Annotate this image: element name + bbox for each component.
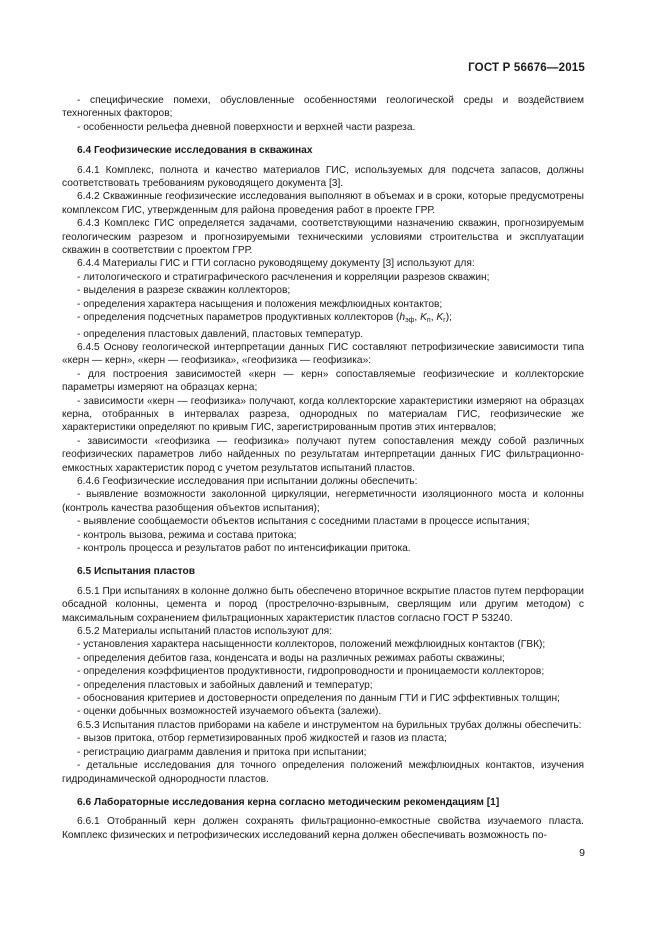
paragraph: 6.4.6 Геофизические исследования при испытании должны обеспечить: <box>77 475 418 487</box>
section-heading-6-5: 6.5 Испытания пластов <box>77 566 195 578</box>
list-item: - обоснования критериев и достоверности определения по данным ГТИ и ГИС эффективных толщин; <box>77 693 560 705</box>
list-item: - детальные исследования для точного определения положений межфлюидных контактов, изучения гидродинамической однородности пластов. <box>62 760 584 785</box>
paragraph: 6.5.1 При испытаниях в колонне должно быть обеспечено вторичное вскрытие пластов путем перфорации обсадной колонны, цемента и пород (прострелочно-взрывным, сверлящим или другим методом) с максимальным сохранением фильтрационных характеристик пластов согласно ГОСТ Р 53240. <box>62 585 584 624</box>
list-item: - определения коэффициентов продуктивности, гидропроводности и проницаемости коллекторов; <box>77 666 545 678</box>
paragraph: 6.4.1 Комплекс, полнота и качество материалов ГИС, используемых для подсчета запасов, должны соответствовать требованиям руководящего документа [3]. <box>62 164 584 190</box>
list-item: - определения характера насыщения и положения межфлюидных контактов; <box>77 298 443 310</box>
section-heading-6-4: 6.4 Геофизические исследования в скважинах <box>77 145 313 157</box>
list-item: - особенности рельефа дневной поверхности и верхней части разреза. <box>77 121 416 133</box>
paragraph: 6.6.1 Отобранный керн должен сохранять фильтрационно-емкостные свойства изучаемого пласта. Комплекс физических и петрофизических исследований керна должен обеспечивать возможность по- <box>62 816 584 841</box>
list-item: - специфические помехи, обусловленные особенностями геологической среды и воздействием техногенных факторов; <box>62 95 584 120</box>
list-item: - определения пластовых давлений, пластовых температур. <box>77 328 364 340</box>
list-item: - контроль вызова, режима и состава притока; <box>77 529 297 541</box>
list-item: - выявление сообщаемости объектов испытания с соседними пластами в процессе испытания; <box>77 516 530 528</box>
section-heading-6-6: 6.6 Лабораторные исследования керна согласно методическим рекомендациям [1] <box>77 796 500 808</box>
list-item: - выявление возможности заколонной циркуляции, негерметичности изоляционного моста и колонны (контроль качества разобщения объектов испытания); <box>62 489 584 514</box>
list-item: - для построения зависимостей «керн — керн» сопоставляемые геофизические и коллекторские параметры измеряют на образцах керна; <box>62 368 584 394</box>
paragraph: 6.4.2 Скважинные геофизические исследования выполняют в объемах и в сроки, которые предусмотрены комплексом ГИС, утвержденным для района проведения работ в проекте ГРР. <box>62 191 584 216</box>
list-item: - контроль процесса и результатов работ по интенсификации притока. <box>77 543 411 554</box>
list-item: - вызов притока, отбор герметизированных проб жидкостей и газов из пласта; <box>77 733 447 745</box>
paragraph: 6.4.4 Материалы ГИС и ГТИ согласно руководящему документу [3] используют для: <box>77 258 475 270</box>
list-item: - определения пластовых и забойных давлений и температур; <box>77 679 373 691</box>
list-item: - оценки добычных возможностей изучаемого объекта (залежи). <box>77 706 382 718</box>
standard-header: ГОСТ Р 56676—2015 <box>468 62 585 74</box>
page-number: 9 <box>579 847 585 859</box>
list-item: - зависимости «керн — геофизика» получают, когда коллекторские характеристики измеряют на образцах керна, отобранных в интервалах разреза, однородных по материалам ГИС, геофизические же характеристики определяют по кривым ГИС, зарегистрированным против этих интервалов; <box>62 395 584 434</box>
list-item: - выделения в разрезе скважин коллекторов; <box>77 285 291 297</box>
paragraph: 6.5.2 Материалы испытаний пластов используют для: <box>77 626 333 638</box>
list-item: - установления характера насыщенности коллекторов, положений межфлюидных контактов (ГВК); <box>77 639 546 651</box>
list-item: - определения дебитов газа, конденсата и воды на различных режимах работы скважины; <box>77 652 505 664</box>
paragraph: 6.5.3 Испытания пластов приборами на кабеле и инструментом на бурильных трубах должны обеспечить: <box>77 719 582 731</box>
paragraph: 6.4.5 Основу геологической интерпретации данных ГИС составляют петрофизические зависимости типа «керн — керн», «керн — геофизика», «геофизика — геофизика»: <box>62 341 584 367</box>
paragraph: 6.4.3 Комплекс ГИС определяется задачами, соответствующими назначению скважин, прогнозируемым геологическим разрезом и прогнозируемыми техническими условиями строительства и эксплуатации скважин в соответствии с проектом ГРР. <box>62 218 584 257</box>
list-item: - зависимости «геофизика — геофизика» получают путем сопоставления между собой различных геофизических параметров либо найденных по результатам интерпретации данных ГИС фильтрационно-емкостных характеристик пород с учетом результатов испытаний пластов. <box>62 435 584 474</box>
list-item: - определения подсчетных параметров продуктивных коллекторов ($h_{эф}$, $K_п$, $K_г$); <box>77 312 452 325</box>
page-content <box>62 94 584 842</box>
list-item: - литологического и стратиграфического расчленения и корреляции разрезов скважин; <box>77 271 490 283</box>
list-item: - регистрацию диаграмм давления и притока при испытании; <box>77 746 367 758</box>
